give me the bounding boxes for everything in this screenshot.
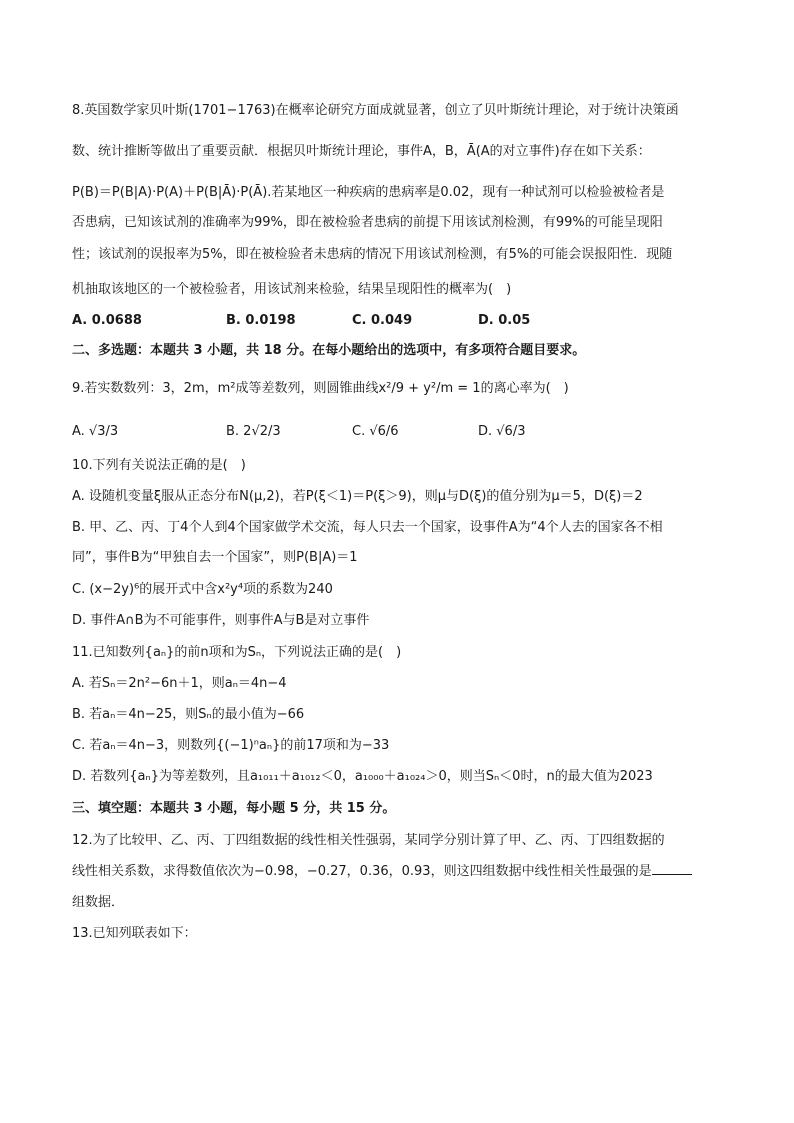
q8-line-2: 数、统计推断等做出了重要贡献．根据贝叶斯统计理论，事件A，B，Ā(A的对立事件)存在如下关系： [72,144,651,159]
q8-option-c: C. 0.049 [352,313,413,328]
q8-option-a: A. 0.0688 [72,313,142,328]
q10-stem: 10.下列有关说法正确的是( ) [72,458,246,473]
q8-line-4: 否患病，已知该试剂的准确率为99%，即在被检验者患病的前提下用该试剂检测，有99%的可能呈现阳 [72,215,663,230]
q10-option-c: C. (x−2y)⁶的展开式中含x²y⁴项的系数为240 [72,582,333,597]
q11-option-a: A. 若Sₙ＝2n²−6n＋1，则aₙ＝4n−4 [72,676,287,691]
q8-line-1: 8.英国数学家贝叶斯(1701−1763)在概率论研究方面成就显著，创立了贝叶斯统计理论，对于统计决策函 [72,103,679,118]
q12-line-3: 组数据． [72,895,125,910]
section-3-heading: 三、填空题：本题共 3 小题，每小题 5 分，共 15 分。 [72,801,396,816]
q8-line-3: P(B)＝P(B|A)·P(A)＋P(B|Ā)·P(Ā).若某地区一种疾病的患病率是0.02，现有一种试剂可以检验被检者是 [72,185,665,200]
q12-line-2-text: 线性相关系数，求得数值依次为−0.98，−0.27，0.36，0.93，则这四组数据中线性相关性最强的是 [72,864,652,879]
section-2-heading: 二、多选题：本题共 3 小题，共 18 分。在每小题给出的选项中，有多项符合题目要求。 [72,343,586,358]
q13-stem: 13.已知列联表如下： [72,926,197,941]
q10-option-a: A. 设随机变量ξ服从正态分布N(μ,2)，若P(ξ＜1)＝P(ξ＞9)，则μ与D(ξ)的值分别为μ＝5，D(ξ)＝2 [72,489,643,504]
q11-option-c: C. 若aₙ＝4n−3，则数列{(−1)ⁿaₙ}的前17项和为−33 [72,738,390,753]
q10-option-d: D. 事件A∩B为不可能事件，则事件A与B是对立事件 [72,613,370,628]
q11-option-b: B. 若aₙ＝4n−25，则Sₙ的最小值为−66 [72,707,305,722]
q10-option-b-line-2: 同”，事件B为“甲独自去一个国家”，则P(B|A)＝1 [72,550,358,565]
q11-stem: 11.已知数列{aₙ}的前n项和为Sₙ，下列说法正确的是( ) [72,645,402,660]
q8-option-b: B. 0.0198 [226,313,296,328]
q8-option-d: D. 0.05 [478,313,531,328]
q8-line-5: 性；该试剂的误报率为5%，即在被检验者未患病的情况下用该试剂检测，有5%的可能会误报阳性．现随 [72,247,673,262]
q12-line-2 [72,862,692,881]
q9-option-b: B. 2√2/3 [226,424,281,439]
q8-line-6: 机抽取该地区的一个被检验者，用该试剂来检验，结果呈现阳性的概率为( ) [72,282,512,297]
q11-option-d: D. 若数列{aₙ}为等差数列，且a₁₀₁₁＋a₁₀₁₂＜0，a₁₀₀₀＋a₁₀₂₄＞0，则当Sₙ＜0时，n的最大值为2023 [72,769,653,784]
q12-line-1: 12.为了比较甲、乙、丙、丁四组数据的线性相关性强弱，某同学分别计算了甲、乙、丙、丁四组数据的 [72,833,665,848]
q9-option-c: C. √6/6 [352,424,399,439]
q9-option-d: D. √6/3 [478,424,526,439]
q10-option-b-line-1: B. 甲、乙、丙、丁4个人到4个国家做学术交流，每人只去一个国家，设事件A为“4个人去的国家各不相 [72,520,663,535]
q9-stem: 9.若实数数列：3，2m，m²成等差数列，则圆锥曲线x²/9 + y²/m = 1的离心率为( ) [72,381,569,396]
q9-option-a: A. √3/3 [72,424,119,439]
q12-answer-blank[interactable] [652,862,692,875]
